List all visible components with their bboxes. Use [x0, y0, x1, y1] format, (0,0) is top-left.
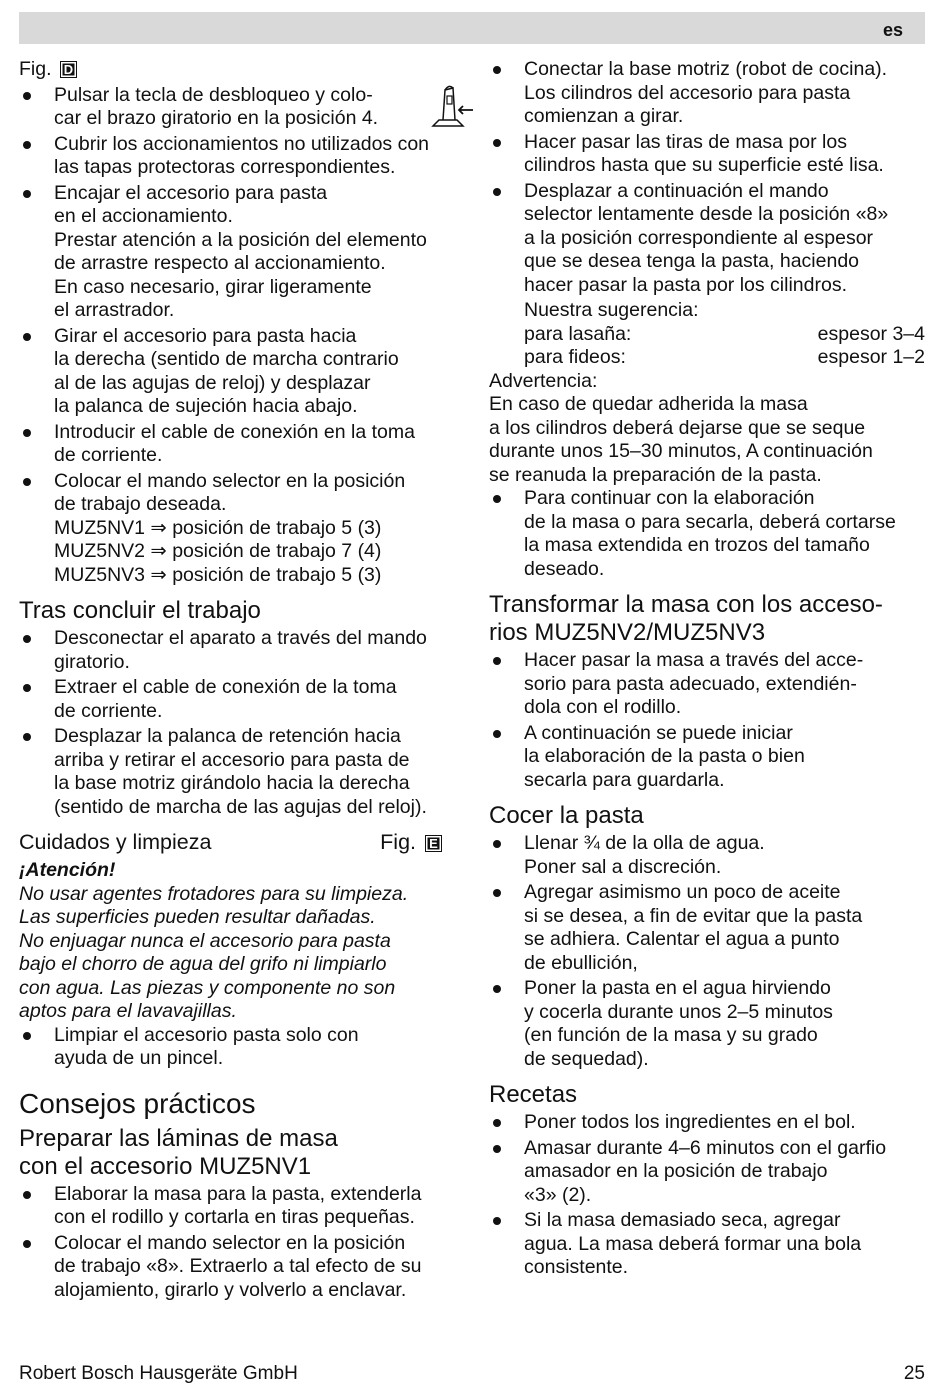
- company-name: Robert Bosch Hausgeräte GmbH: [19, 1363, 298, 1384]
- figure-letter-e: E: [425, 835, 442, 852]
- text-line: durante unos 15–30 minutos, A continuación: [489, 440, 873, 462]
- list-item: Introducir el cable de conexión en la toma de corriente.: [19, 421, 464, 468]
- suggestion-title: Nuestra sugerencia:: [524, 299, 699, 321]
- suggestion-list: [524, 323, 925, 370]
- figure-reference-e: Fig. E: [380, 829, 442, 855]
- rolling-steps: [489, 58, 925, 297]
- text-line: con agua. Las piezas y componente no son: [19, 976, 396, 999]
- list-item: Elaborar la masa para la pasta, extenderla con el rodillo y cortarla en tiras pequeñas.: [19, 1183, 464, 1230]
- page-number: 25: [903, 1363, 925, 1384]
- suggestion-block: [489, 299, 925, 370]
- footer: [19, 1362, 925, 1386]
- list-item: Encajar el accesorio para pasta en el accionamiento. Prestar atención a la posición del elemento de arrastre respecto al accionamiento. En caso necesario, girar ligeramente el arrastrador.: [19, 182, 464, 323]
- sheets-heading: Preparar las láminas de masa con el accesorio MUZ5NV1: [19, 1124, 338, 1180]
- cutting-steps: [489, 487, 925, 581]
- text-line: Las superficies pueden resultar dañadas.: [19, 906, 376, 928]
- cook-heading: Cocer la pasta: [489, 802, 644, 829]
- list-item: Hacer pasar la masa a través del acce- sorio para pasta adecuado, extendién- dola con el rodillo.: [489, 649, 925, 720]
- list-item: Amasar durante 4–6 minutos con el garfio amasador en la posición de trabajo «3» (2).: [489, 1137, 925, 1208]
- transform-heading: Transformar la masa con los acceso- rios MUZ5NV2/MUZ5NV3: [489, 591, 883, 646]
- list-item: Hacer pasar las tiras de masa por los cilindros hasta que su superficie esté lisa.: [489, 131, 925, 178]
- attention-title: ¡Atención!: [19, 859, 116, 881]
- warning-title: Advertencia:: [489, 369, 598, 392]
- list-item: Conectar la base motriz (robot de cocina). Los cilindros del accesorio para pasta comienzan a girar.: [489, 58, 925, 129]
- sheets-steps: [19, 1183, 464, 1303]
- list-item: Girar el accesorio para pasta hacia la derecha (sentido de marcha contrario al de las agujas de reloj) y desplazar la palanca de sujeción hacia abajo.: [19, 325, 464, 419]
- list-item: Llenar ¾ de la olla de agua. Poner sal a discreción.: [489, 832, 925, 879]
- figure-letter-d: D: [60, 61, 77, 78]
- language-code: es: [882, 20, 903, 40]
- attention-text: [19, 883, 464, 1024]
- cook-steps: [489, 832, 925, 1071]
- list-item: Extraer el cable de conexión de la toma de corriente.: [19, 676, 464, 723]
- recipe-steps: [489, 1111, 925, 1280]
- language-bar: [19, 12, 925, 44]
- list-item: Limpiar el accesorio pasta solo con ayuda de un pincel.: [19, 1024, 464, 1071]
- text-line: No enjuagar nunca el accesorio para pasta: [19, 929, 391, 952]
- list-item: Agregar asimismo un poco de aceite si se desea, a fin de evitar que la pasta se adhiera. Calentar el agua a punto de ebullición,: [489, 881, 925, 975]
- text-line: aptos para el lavavajillas.: [19, 1000, 237, 1022]
- text-line: se reanuda la preparación de la pasta.: [489, 463, 822, 486]
- warning-text: [489, 393, 925, 487]
- list-item: Poner la pasta en el agua hirviendo y cocerla durante unos 2–5 minutos (en función de la masa y su grado de sequedad).: [489, 977, 925, 1071]
- list-item: Poner todos los ingredientes en el bol.: [489, 1111, 925, 1135]
- list-item: Desplazar a continuación el mando selector lentamente desde la posición «8» a la posición correspondiente al espesor que se desea tenga la pasta, haciendo hacer pasar la pasta por los cilindros.: [489, 180, 925, 298]
- tips-heading: Consejos prácticos: [19, 1087, 256, 1119]
- assembly-steps: [19, 84, 464, 588]
- text-line: a los cilindros deberá dejarse que se seque: [489, 416, 866, 439]
- list-item: Desplazar la palanca de retención hacia arriba y retirar el accesorio para pasta de la base motriz girándolo hacia la derecha (sentido de marcha de las agujas del reloj).: [19, 725, 464, 819]
- care-heading: Cuidados y limpieza Fig. E: [19, 829, 464, 855]
- left-column: [19, 58, 464, 1304]
- cleaning-steps: [19, 1024, 464, 1071]
- text-line: bajo el chorro de agua del grifo ni limpiarlo: [19, 953, 387, 975]
- after-work-steps: [19, 627, 464, 819]
- list-item: A continuación se puede iniciar la elaboración de la pasta o bien secarla para guardarla.: [489, 722, 925, 793]
- list-item: Cubrir los accionamientos no utilizados con las tapas protectoras correspondientes.: [19, 133, 464, 180]
- list-item: Desconectar el aparato a través del mando giratorio.: [19, 627, 464, 674]
- list-item: Colocar el mando selector en la posición de trabajo deseada. MUZ5NV1 ⇒ posición de trabajo 5 (3) MUZ5NV2 ⇒ posición de trabajo 7 (4) MUZ5NV3 ⇒ posición de trabajo 5 (3): [19, 470, 464, 588]
- text-line: No usar agentes frotadores para su limpieza.: [19, 882, 409, 905]
- text-line: En caso de quedar adherida la masa: [489, 393, 808, 415]
- list-item: Para continuar con la elaboración de la masa o para secarla, deberá cortarse la masa extendida en trozos del tamaño deseado.: [489, 487, 925, 581]
- figure-reference-d: Fig. D: [19, 58, 464, 82]
- list-item: Si la masa demasiado seca, agregar agua. La masa deberá formar una bola consistente.: [489, 1209, 925, 1280]
- right-column: [489, 58, 925, 1282]
- recipes-heading: Recetas: [489, 1081, 578, 1108]
- transform-steps: [489, 649, 925, 792]
- suggestion-row: para fideos: espesor 1–2: [524, 346, 925, 368]
- after-work-heading: Tras concluir el trabajo: [19, 597, 261, 624]
- list-item: Pulsar la tecla de desbloqueo y colo- car el brazo giratorio en la posición 4.: [19, 84, 464, 131]
- list-item: Colocar el mando selector en la posición de trabajo «8». Extraerlo a tal efecto de su alojamiento, girarlo y volverlo a enclavar.: [19, 1232, 464, 1303]
- suggestion-row: para lasaña: espesor 3–4: [524, 322, 925, 345]
